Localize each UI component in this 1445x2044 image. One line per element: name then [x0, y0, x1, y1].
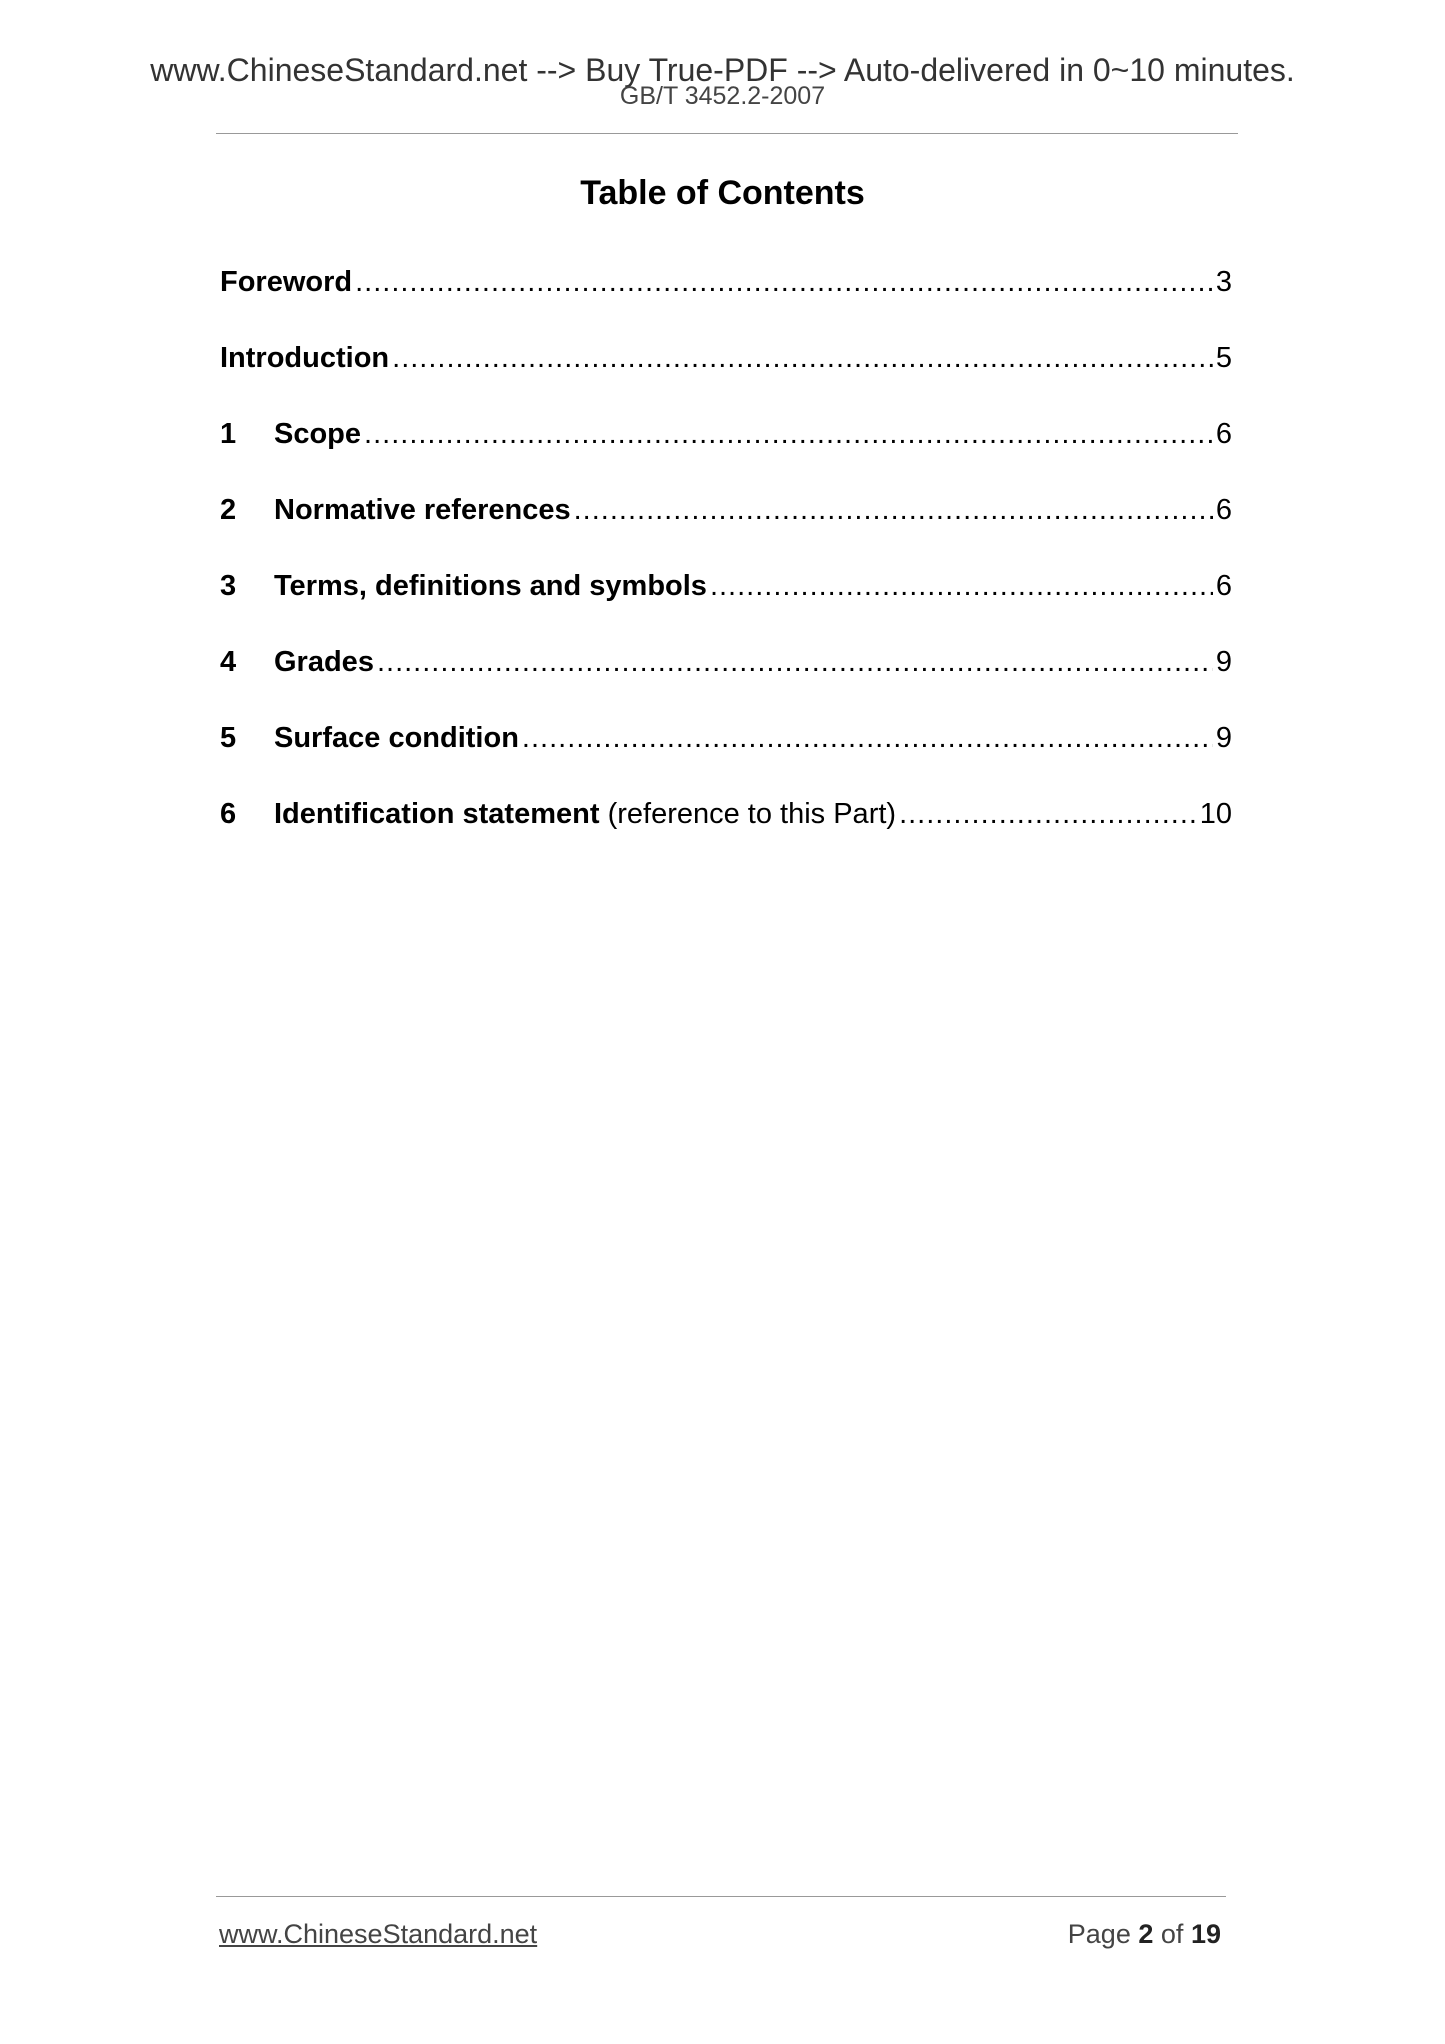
toc-entry-note: (reference to this Part)	[607, 798, 897, 830]
toc-entry-terms-definitions[interactable]	[220, 566, 1232, 642]
toc-entry-scope[interactable]	[220, 414, 1232, 490]
dot-leader	[899, 794, 1197, 834]
toc-entry-number: 1	[220, 418, 237, 450]
toc-entry-introduction[interactable]	[220, 338, 1232, 414]
toc-entry-page: 5	[1215, 342, 1232, 374]
page-title: Table of Contents	[580, 174, 865, 212]
footer-divider	[216, 1896, 1226, 1897]
toc-entry-grades[interactable]	[220, 642, 1232, 718]
document-code: GB/T 3452.2-2007	[619, 82, 826, 110]
toc-entry-label: Foreword	[220, 266, 353, 298]
dot-leader	[355, 262, 1213, 302]
toc-entry-page: 6	[1215, 494, 1232, 526]
toc-entry-page: 9	[1215, 722, 1232, 754]
table-of-contents	[220, 262, 1232, 870]
dot-leader	[522, 718, 1213, 758]
toc-entry-normative-references[interactable]	[220, 490, 1232, 566]
toc-entry-label: Introduction	[220, 342, 390, 374]
dot-leader	[710, 566, 1213, 606]
toc-entry-label: Surface condition	[274, 722, 519, 754]
page-number: Page 2 of 19	[1067, 1919, 1221, 1949]
toc-entry-number: 4	[220, 646, 237, 678]
toc-entry-page: 6	[1215, 570, 1232, 602]
toc-entry-page: 3	[1215, 266, 1232, 298]
toc-entry-page: 10	[1199, 798, 1232, 830]
toc-entry-number: 3	[220, 570, 237, 602]
dot-leader	[574, 490, 1213, 530]
header-divider	[216, 133, 1238, 134]
toc-entry-page: 6	[1215, 418, 1232, 450]
toc-entry-label: Grades	[274, 646, 374, 678]
toc-entry-label: Normative references	[274, 494, 571, 526]
toc-entry-foreword[interactable]	[220, 262, 1232, 338]
toc-entry-number: 2	[220, 494, 237, 526]
toc-entry-label: Terms, definitions and symbols	[274, 570, 707, 602]
toc-entry-surface-condition[interactable]	[220, 718, 1232, 794]
dot-leader	[364, 414, 1213, 454]
toc-entry-number: 6	[220, 798, 237, 830]
toc-entry-label: Identification statement (reference to this Part)	[274, 798, 897, 830]
footer-site-link[interactable]: www.ChineseStandard.net	[219, 1919, 538, 1949]
toc-entry-label: Scope	[274, 418, 362, 450]
toc-entry-identification-statement[interactable]	[220, 794, 1232, 870]
dot-leader	[377, 642, 1213, 682]
dot-leader	[392, 338, 1213, 378]
source-banner: www.ChineseStandard.net --> Buy True-PDF --> Auto-delivered in 0~10 minutes.	[150, 52, 1295, 88]
toc-entry-number: 5	[220, 722, 237, 754]
toc-entry-page: 9	[1215, 646, 1232, 678]
